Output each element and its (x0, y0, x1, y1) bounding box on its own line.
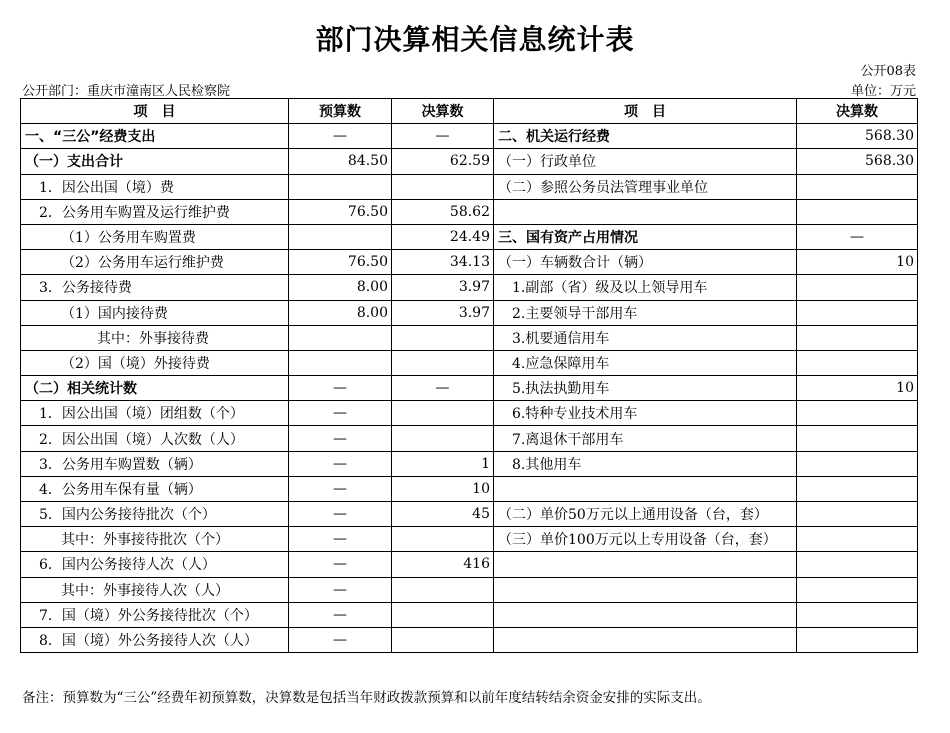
cell-final-right (797, 401, 918, 426)
page-title: 部门决算相关信息统计表 (315, 23, 635, 56)
table-row (21, 627, 918, 652)
table-row (21, 376, 918, 401)
cell-item: （一）支出合计 (21, 149, 289, 174)
cell-final-right: 10 (797, 250, 918, 275)
cell-budget: — (289, 426, 392, 451)
cell-final-right (797, 325, 918, 350)
cell-item-right (494, 627, 797, 652)
table-row (21, 124, 918, 149)
cell-budget: — (289, 376, 392, 401)
cell-item-right: （一）车辆数合计（辆） (494, 250, 797, 275)
table-row (21, 476, 918, 501)
cell-final-right (797, 451, 918, 476)
cell-item: 一、“三公”经费支出 (21, 124, 289, 149)
cell-final-right: — (797, 224, 918, 249)
cell-item-right: （二）单价50万元以上通用设备（台，套） (494, 502, 797, 527)
cell-final-right (797, 502, 918, 527)
cell-item-right: 6.特种专业技术用车 (494, 401, 797, 426)
cell-final: 3.97 (392, 275, 494, 300)
cell-final-right: 10 (797, 376, 918, 401)
cell-final: 34.13 (392, 250, 494, 275)
cell-item: （1）公务用车购置费 (21, 224, 289, 249)
table-row (21, 350, 918, 375)
table-row (21, 174, 918, 199)
cell-item: 其中：外事接待批次（个） (21, 527, 289, 552)
header-row (21, 99, 918, 124)
cell-budget: — (289, 527, 392, 552)
cell-budget: — (289, 627, 392, 652)
cell-final: — (392, 376, 494, 401)
cell-budget: — (289, 502, 392, 527)
unit-label: 单位：万元 (850, 84, 916, 99)
cell-final-right: 568.30 (797, 124, 918, 149)
cell-item-right (494, 577, 797, 602)
cell-item: （2）公务用车运行维护费 (21, 250, 289, 275)
table-row (21, 199, 918, 224)
cell-item: 4．公务用车保有量（辆） (21, 476, 289, 501)
cell-item: （1）国内接待费 (21, 300, 289, 325)
cell-item-right: 1.副部（省）级及以上领导用车 (494, 275, 797, 300)
cell-final-right (797, 577, 918, 602)
department-label: 公开部门：重庆市潼南区人民检察院 (22, 84, 231, 99)
cell-budget: — (289, 401, 392, 426)
cell-item-right (494, 199, 797, 224)
cell-item-right: 2.主要领导干部用车 (494, 300, 797, 325)
cell-item: 1．因公出国（境）费 (21, 174, 289, 199)
cell-final-right: 568.30 (797, 149, 918, 174)
cell-budget (289, 325, 392, 350)
cell-item: 其中：外事接待人次（人） (21, 577, 289, 602)
cell-budget: 8.00 (289, 300, 392, 325)
cell-final: — (392, 124, 494, 149)
cell-final (392, 627, 494, 652)
cell-budget (289, 350, 392, 375)
footnote: 备注：预算数为“三公”经费年初预算数，决算数是包括当年财政拨款预算和以前年度结转结余资金安排的实际支出。 (22, 690, 711, 706)
cell-final-right (797, 300, 918, 325)
cell-item-right: 7.离退休干部用车 (494, 426, 797, 451)
cell-item: 8．国（境）外公务接待人次（人） (21, 627, 289, 652)
cell-item-right: （一）行政单位 (494, 149, 797, 174)
cell-budget: — (289, 476, 392, 501)
table-row (21, 527, 918, 552)
cell-final-right (797, 174, 918, 199)
cell-final (392, 602, 494, 627)
cell-final (392, 401, 494, 426)
cell-final (392, 325, 494, 350)
cell-final-right (797, 602, 918, 627)
cell-item: 2．因公出国（境）人次数（人） (21, 426, 289, 451)
statistics-table (20, 98, 918, 653)
cell-final (392, 527, 494, 552)
table-row (21, 275, 918, 300)
header-budget: 预算数 (289, 99, 392, 124)
table-row (21, 300, 918, 325)
cell-item: 3．公务用车购置数（辆） (21, 451, 289, 476)
cell-budget: — (289, 577, 392, 602)
cell-budget: — (289, 602, 392, 627)
cell-item: 5．国内公务接待批次（个） (21, 502, 289, 527)
cell-budget: — (289, 124, 392, 149)
table-row (21, 502, 918, 527)
cell-final (392, 350, 494, 375)
cell-final-right (797, 350, 918, 375)
cell-final (392, 426, 494, 451)
cell-item: 1．因公出国（境）团组数（个） (21, 401, 289, 426)
header-final-right: 决算数 (797, 99, 918, 124)
cell-final (392, 174, 494, 199)
cell-item-right: （二）参照公务员法管理事业单位 (494, 174, 797, 199)
cell-final-right (797, 275, 918, 300)
cell-item-right (494, 552, 797, 577)
cell-final: 58.62 (392, 199, 494, 224)
header-item: 项 目 (21, 99, 289, 124)
cell-final-right (797, 527, 918, 552)
cell-final: 10 (392, 476, 494, 501)
cell-budget: — (289, 552, 392, 577)
cell-final: 1 (392, 451, 494, 476)
cell-budget: — (289, 451, 392, 476)
cell-final-right (797, 199, 918, 224)
cell-item: （二）相关统计数 (21, 376, 289, 401)
table-row (21, 577, 918, 602)
cell-budget: 76.50 (289, 199, 392, 224)
table-row (21, 552, 918, 577)
cell-item-right (494, 476, 797, 501)
cell-budget (289, 224, 392, 249)
cell-final: 62.59 (392, 149, 494, 174)
header-final: 决算数 (392, 99, 494, 124)
header-item-right: 项 目 (494, 99, 797, 124)
cell-item: 其中：外事接待费 (21, 325, 289, 350)
table-row (21, 426, 918, 451)
cell-final: 24.49 (392, 224, 494, 249)
cell-final: 416 (392, 552, 494, 577)
cell-item-right: （三）单价100万元以上专用设备（台，套） (494, 527, 797, 552)
table-row (21, 224, 918, 249)
cell-budget (289, 174, 392, 199)
cell-item: （2）国（境）外接待费 (21, 350, 289, 375)
cell-final-right (797, 426, 918, 451)
cell-item: 3．公务接待费 (21, 275, 289, 300)
cell-final-right (797, 552, 918, 577)
cell-item: 6．国内公务接待人次（人） (21, 552, 289, 577)
cell-budget: 76.50 (289, 250, 392, 275)
cell-item-right: 8.其他用车 (494, 451, 797, 476)
cell-budget: 84.50 (289, 149, 392, 174)
cell-final: 45 (392, 502, 494, 527)
table-row (21, 325, 918, 350)
cell-final-right (797, 476, 918, 501)
table-row (21, 602, 918, 627)
cell-item: 7．国（境）外公务接待批次（个） (21, 602, 289, 627)
table-code: 公开08表 (860, 64, 916, 79)
cell-item-right: 三、国有资产占用情况 (494, 224, 797, 249)
table-row (21, 401, 918, 426)
cell-budget: 8.00 (289, 275, 392, 300)
cell-final: 3.97 (392, 300, 494, 325)
cell-item-right: 3.机要通信用车 (494, 325, 797, 350)
cell-item: 2．公务用车购置及运行维护费 (21, 199, 289, 224)
cell-item-right: 5.执法执勤用车 (494, 376, 797, 401)
cell-final (392, 577, 494, 602)
cell-item-right: 4.应急保障用车 (494, 350, 797, 375)
cell-item-right: 二、机关运行经费 (494, 124, 797, 149)
table-row (21, 250, 918, 275)
table-row (21, 451, 918, 476)
table-row (21, 149, 918, 174)
cell-final-right (797, 627, 918, 652)
cell-item-right (494, 602, 797, 627)
